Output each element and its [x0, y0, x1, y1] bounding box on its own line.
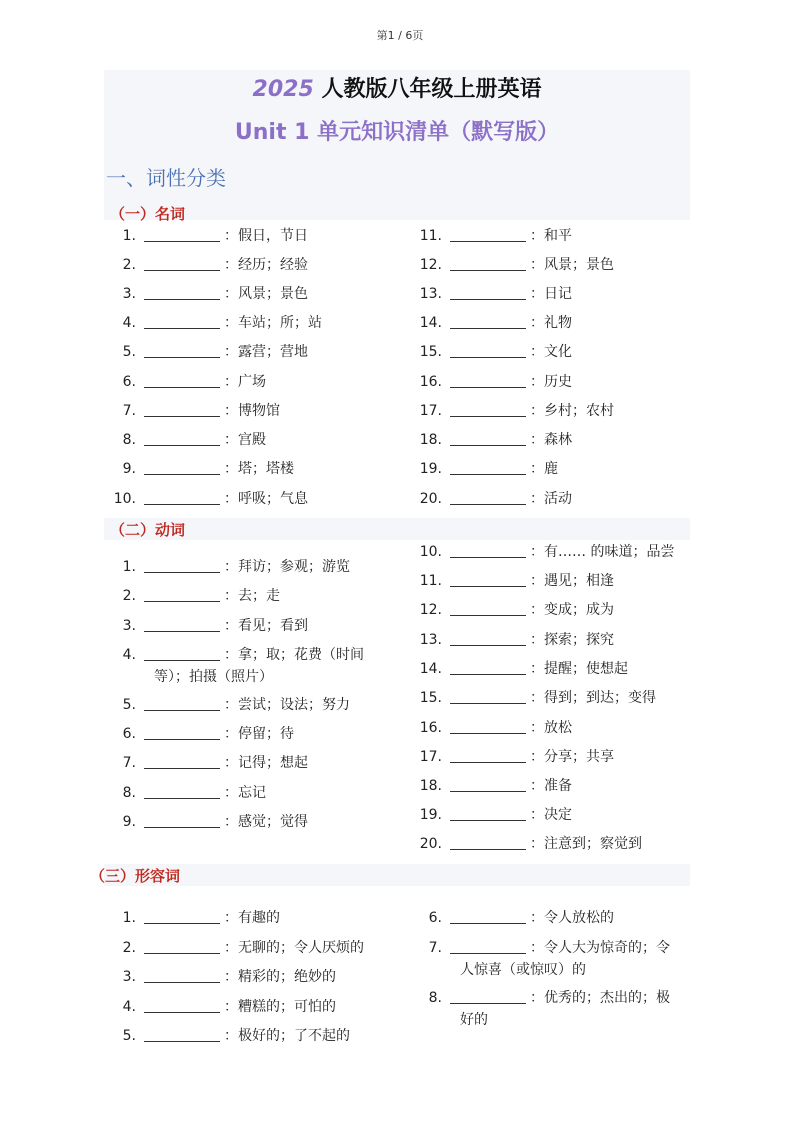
item-meaning: ：尝试；设法；努力	[224, 697, 350, 713]
item-meaning: ：令人大为惊奇的；令	[530, 940, 670, 956]
item-number: 3.	[122, 286, 136, 302]
item-meaning: ：分享；共享	[530, 749, 614, 765]
answer-blank[interactable]	[450, 373, 526, 388]
item-number: 5.	[122, 697, 136, 713]
verbs-item	[406, 570, 614, 592]
item-meaning: ：优秀的；杰出的；极	[530, 990, 670, 1006]
answer-blank[interactable]	[144, 939, 220, 954]
item-meaning: ：鹿	[530, 461, 558, 477]
answer-blank[interactable]	[144, 314, 220, 329]
item-number: 15.	[419, 690, 442, 706]
item-meaning: ：露营；营地	[224, 344, 308, 360]
item-meaning: ：宫殿	[224, 432, 266, 448]
answer-blank[interactable]	[450, 490, 526, 505]
item-number: 18.	[419, 432, 442, 448]
verbs-item	[100, 644, 364, 666]
item-meaning: ：乡村；农村	[530, 403, 614, 419]
item-number: 11.	[419, 573, 442, 589]
verbs-item	[100, 556, 350, 578]
verbs-item	[406, 687, 656, 709]
item-number: 13.	[419, 632, 442, 648]
verbs-item	[406, 804, 572, 826]
item-number: 2.	[122, 257, 136, 273]
verbs-item	[406, 541, 674, 563]
nouns-item	[406, 312, 572, 334]
adjectives-item	[100, 1025, 350, 1047]
answer-blank[interactable]	[450, 402, 526, 417]
answer-blank[interactable]	[144, 227, 220, 242]
item-meaning: ：森林	[530, 432, 572, 448]
page-number: 第1 / 6页	[376, 29, 424, 42]
item-meaning: ：准备	[530, 778, 572, 794]
item-number: 9.	[122, 814, 136, 830]
item-meaning: ：遇见；相逢	[530, 573, 614, 589]
answer-blank[interactable]	[144, 725, 220, 740]
item-meaning: ：博物馆	[224, 403, 280, 419]
nouns-heading: （一）名词	[110, 205, 186, 223]
nouns-item	[100, 458, 294, 480]
adjectives-item	[406, 937, 670, 959]
adjectives-heading-bar	[104, 864, 690, 886]
answer-blank[interactable]	[450, 460, 526, 475]
verbs-item	[406, 833, 642, 855]
answer-blank[interactable]	[144, 558, 220, 573]
answer-blank[interactable]	[144, 617, 220, 632]
item-number: 4.	[122, 315, 136, 331]
nouns-item	[100, 488, 308, 510]
answer-blank[interactable]	[144, 256, 220, 271]
item-number: 2.	[122, 940, 136, 956]
item-number: 10.	[113, 491, 136, 507]
nouns-item	[406, 341, 572, 363]
item-number: 16.	[419, 374, 442, 390]
item-number: 10.	[419, 544, 442, 560]
answer-blank[interactable]	[144, 343, 220, 358]
item-number: 19.	[419, 807, 442, 823]
item-number: 8.	[122, 785, 136, 801]
item-number: 8.	[122, 432, 136, 448]
item-meaning: ：放松	[530, 720, 572, 736]
item-meaning: ：呼吸；气息	[224, 491, 308, 507]
answer-blank[interactable]	[450, 572, 526, 587]
item-number: 7.	[122, 403, 136, 419]
item-meaning-continued: 好的	[460, 1012, 488, 1028]
item-number: 17.	[419, 403, 442, 419]
item-number: 5.	[122, 1028, 136, 1044]
answer-blank[interactable]	[144, 373, 220, 388]
nouns-item	[100, 429, 266, 451]
item-meaning: ：假日，节日	[224, 228, 308, 244]
item-number: 9.	[122, 461, 136, 477]
item-meaning: ：感觉；觉得	[224, 814, 308, 830]
nouns-item	[100, 225, 308, 247]
nouns-item	[406, 458, 558, 480]
answer-blank[interactable]	[144, 813, 220, 828]
item-meaning: ：决定	[530, 807, 572, 823]
item-number: 13.	[419, 286, 442, 302]
title-main: 人教版八年级上册英语	[313, 77, 542, 102]
nouns-item	[406, 488, 572, 510]
item-meaning: ：注意到；察觉到	[530, 836, 642, 852]
item-number: 18.	[419, 778, 442, 794]
item-meaning: ：文化	[530, 344, 572, 360]
item-number: 19.	[419, 461, 442, 477]
answer-blank[interactable]	[450, 719, 526, 734]
item-number: 16.	[419, 720, 442, 736]
item-number: 5.	[122, 344, 136, 360]
item-meaning-continued: 等）；拍摄（照片）	[154, 669, 273, 685]
answer-blank[interactable]	[450, 806, 526, 821]
title-year: 2025	[252, 77, 314, 102]
answer-blank[interactable]	[144, 587, 220, 602]
verbs-item	[406, 629, 614, 651]
item-number: 12.	[419, 257, 442, 273]
nouns-item	[100, 312, 322, 334]
item-meaning: ：变成；成为	[530, 602, 614, 618]
item-meaning: ：探索；探究	[530, 632, 614, 648]
item-meaning: ：精彩的；绝妙的	[224, 969, 336, 985]
answer-blank[interactable]	[450, 631, 526, 646]
answer-blank[interactable]	[144, 696, 220, 711]
adjectives-item	[406, 907, 614, 929]
answer-blank[interactable]	[450, 689, 526, 704]
nouns-item	[406, 283, 572, 305]
answer-blank[interactable]	[450, 660, 526, 675]
answer-blank[interactable]	[450, 777, 526, 792]
adjectives-item	[100, 907, 280, 929]
item-number: 1.	[122, 559, 136, 575]
answer-blank[interactable]	[144, 998, 220, 1013]
answer-blank[interactable]	[450, 227, 526, 242]
item-meaning: ：广场	[224, 374, 266, 390]
answer-blank[interactable]	[144, 968, 220, 983]
answer-blank[interactable]	[450, 314, 526, 329]
section-heading: 一、词性分类	[106, 166, 226, 190]
verbs-item	[100, 723, 294, 745]
answer-blank[interactable]	[144, 431, 220, 446]
item-meaning: ：去；走	[224, 588, 280, 604]
item-number: 3.	[122, 618, 136, 634]
answer-blank[interactable]	[450, 285, 526, 300]
verbs-item	[406, 775, 572, 797]
item-number: 1.	[122, 910, 136, 926]
item-number: 8.	[428, 990, 442, 1006]
answer-blank[interactable]	[144, 909, 220, 924]
item-meaning: ：极好的；了不起的	[224, 1028, 350, 1044]
nouns-item	[100, 400, 280, 422]
item-number: 20.	[419, 491, 442, 507]
answer-blank[interactable]	[450, 939, 526, 954]
nouns-item	[100, 283, 308, 305]
item-number: 7.	[428, 940, 442, 956]
verbs-item	[406, 658, 628, 680]
item-meaning: ：无聊的；令人厌烦的	[224, 940, 364, 956]
item-meaning: ：风景；景色	[224, 286, 308, 302]
item-meaning: ：车站；所；站	[224, 315, 322, 331]
item-meaning: ：糟糕的；可怕的	[224, 999, 336, 1015]
item-number: 20.	[419, 836, 442, 852]
nouns-item	[406, 371, 572, 393]
answer-blank[interactable]	[450, 343, 526, 358]
item-meaning: ：塔；塔楼	[224, 461, 294, 477]
answer-blank[interactable]	[450, 256, 526, 271]
document-subtitle: Unit 1 单元知识清单（默写版）	[234, 120, 560, 145]
item-number: 3.	[122, 969, 136, 985]
nouns-item	[406, 400, 614, 422]
verbs-item	[100, 752, 308, 774]
item-meaning: ：有趣的	[224, 910, 280, 926]
document-title	[104, 72, 690, 103]
item-number: 14.	[419, 315, 442, 331]
item-meaning: ：活动	[530, 491, 572, 507]
nouns-item	[100, 371, 266, 393]
nouns-item	[406, 225, 572, 247]
answer-blank[interactable]	[450, 601, 526, 616]
answer-blank[interactable]	[450, 431, 526, 446]
adjectives-item	[406, 987, 670, 1009]
item-number: 17.	[419, 749, 442, 765]
answer-blank[interactable]	[144, 490, 220, 505]
item-meaning: ：礼物	[530, 315, 572, 331]
item-meaning: ：历史	[530, 374, 572, 390]
answer-blank[interactable]	[144, 1027, 220, 1042]
answer-blank[interactable]	[144, 784, 220, 799]
adjectives-item	[100, 996, 336, 1018]
item-meaning: ：日记	[530, 286, 572, 302]
item-meaning: ：拿；取；花费（时间	[224, 647, 364, 663]
item-number: 12.	[419, 602, 442, 618]
answer-blank[interactable]	[144, 285, 220, 300]
item-number: 15.	[419, 344, 442, 360]
verbs-heading: （二）动词	[110, 521, 186, 539]
answer-blank[interactable]	[450, 989, 526, 1004]
verbs-item	[100, 782, 266, 804]
item-number: 6.	[428, 910, 442, 926]
item-meaning: ：看见；看到	[224, 618, 308, 634]
verbs-item	[100, 585, 280, 607]
item-number: 4.	[122, 647, 136, 663]
item-meaning: ：记得；想起	[224, 755, 308, 771]
item-meaning-continued: 人惊喜（或惊叹）的	[460, 962, 586, 978]
item-number: 11.	[419, 228, 442, 244]
verbs-item	[100, 615, 308, 637]
item-number: 1.	[122, 228, 136, 244]
item-number: 2.	[122, 588, 136, 604]
nouns-item	[406, 429, 572, 451]
answer-blank[interactable]	[450, 909, 526, 924]
answer-blank[interactable]	[450, 835, 526, 850]
nouns-item	[406, 254, 614, 276]
item-meaning: ：有…… 的味道；品尝	[530, 544, 675, 560]
answer-blank[interactable]	[144, 402, 220, 417]
item-meaning: ：风景；景色	[530, 257, 614, 273]
adjectives-heading: （三）形容词	[90, 867, 181, 885]
answer-blank[interactable]	[450, 748, 526, 763]
item-meaning: ：得到；到达；变得	[530, 690, 656, 706]
item-number: 6.	[122, 374, 136, 390]
verbs-item	[100, 811, 308, 833]
nouns-item	[100, 254, 308, 276]
answer-blank[interactable]	[144, 646, 220, 661]
item-meaning: ：和平	[530, 228, 572, 244]
item-number: 14.	[419, 661, 442, 677]
adjectives-item	[100, 937, 364, 959]
answer-blank[interactable]	[144, 754, 220, 769]
verbs-heading-bar	[104, 518, 690, 540]
item-number: 7.	[122, 755, 136, 771]
answer-blank[interactable]	[144, 460, 220, 475]
item-meaning: ：停留；待	[224, 726, 294, 742]
verbs-item	[100, 694, 350, 716]
verbs-item	[406, 746, 614, 768]
item-meaning: ：经历；经验	[224, 257, 308, 273]
item-number: 4.	[122, 999, 136, 1015]
item-meaning: ：忘记	[224, 785, 266, 801]
item-meaning: ：提醒；使想起	[530, 661, 628, 677]
item-number: 6.	[122, 726, 136, 742]
answer-blank[interactable]	[450, 543, 526, 558]
verbs-item	[406, 717, 572, 739]
adjectives-item	[100, 966, 336, 988]
item-meaning: ：拜访；参观；游览	[224, 559, 350, 575]
verbs-item	[406, 599, 614, 621]
item-meaning: ：令人放松的	[530, 910, 614, 926]
nouns-item	[100, 341, 308, 363]
